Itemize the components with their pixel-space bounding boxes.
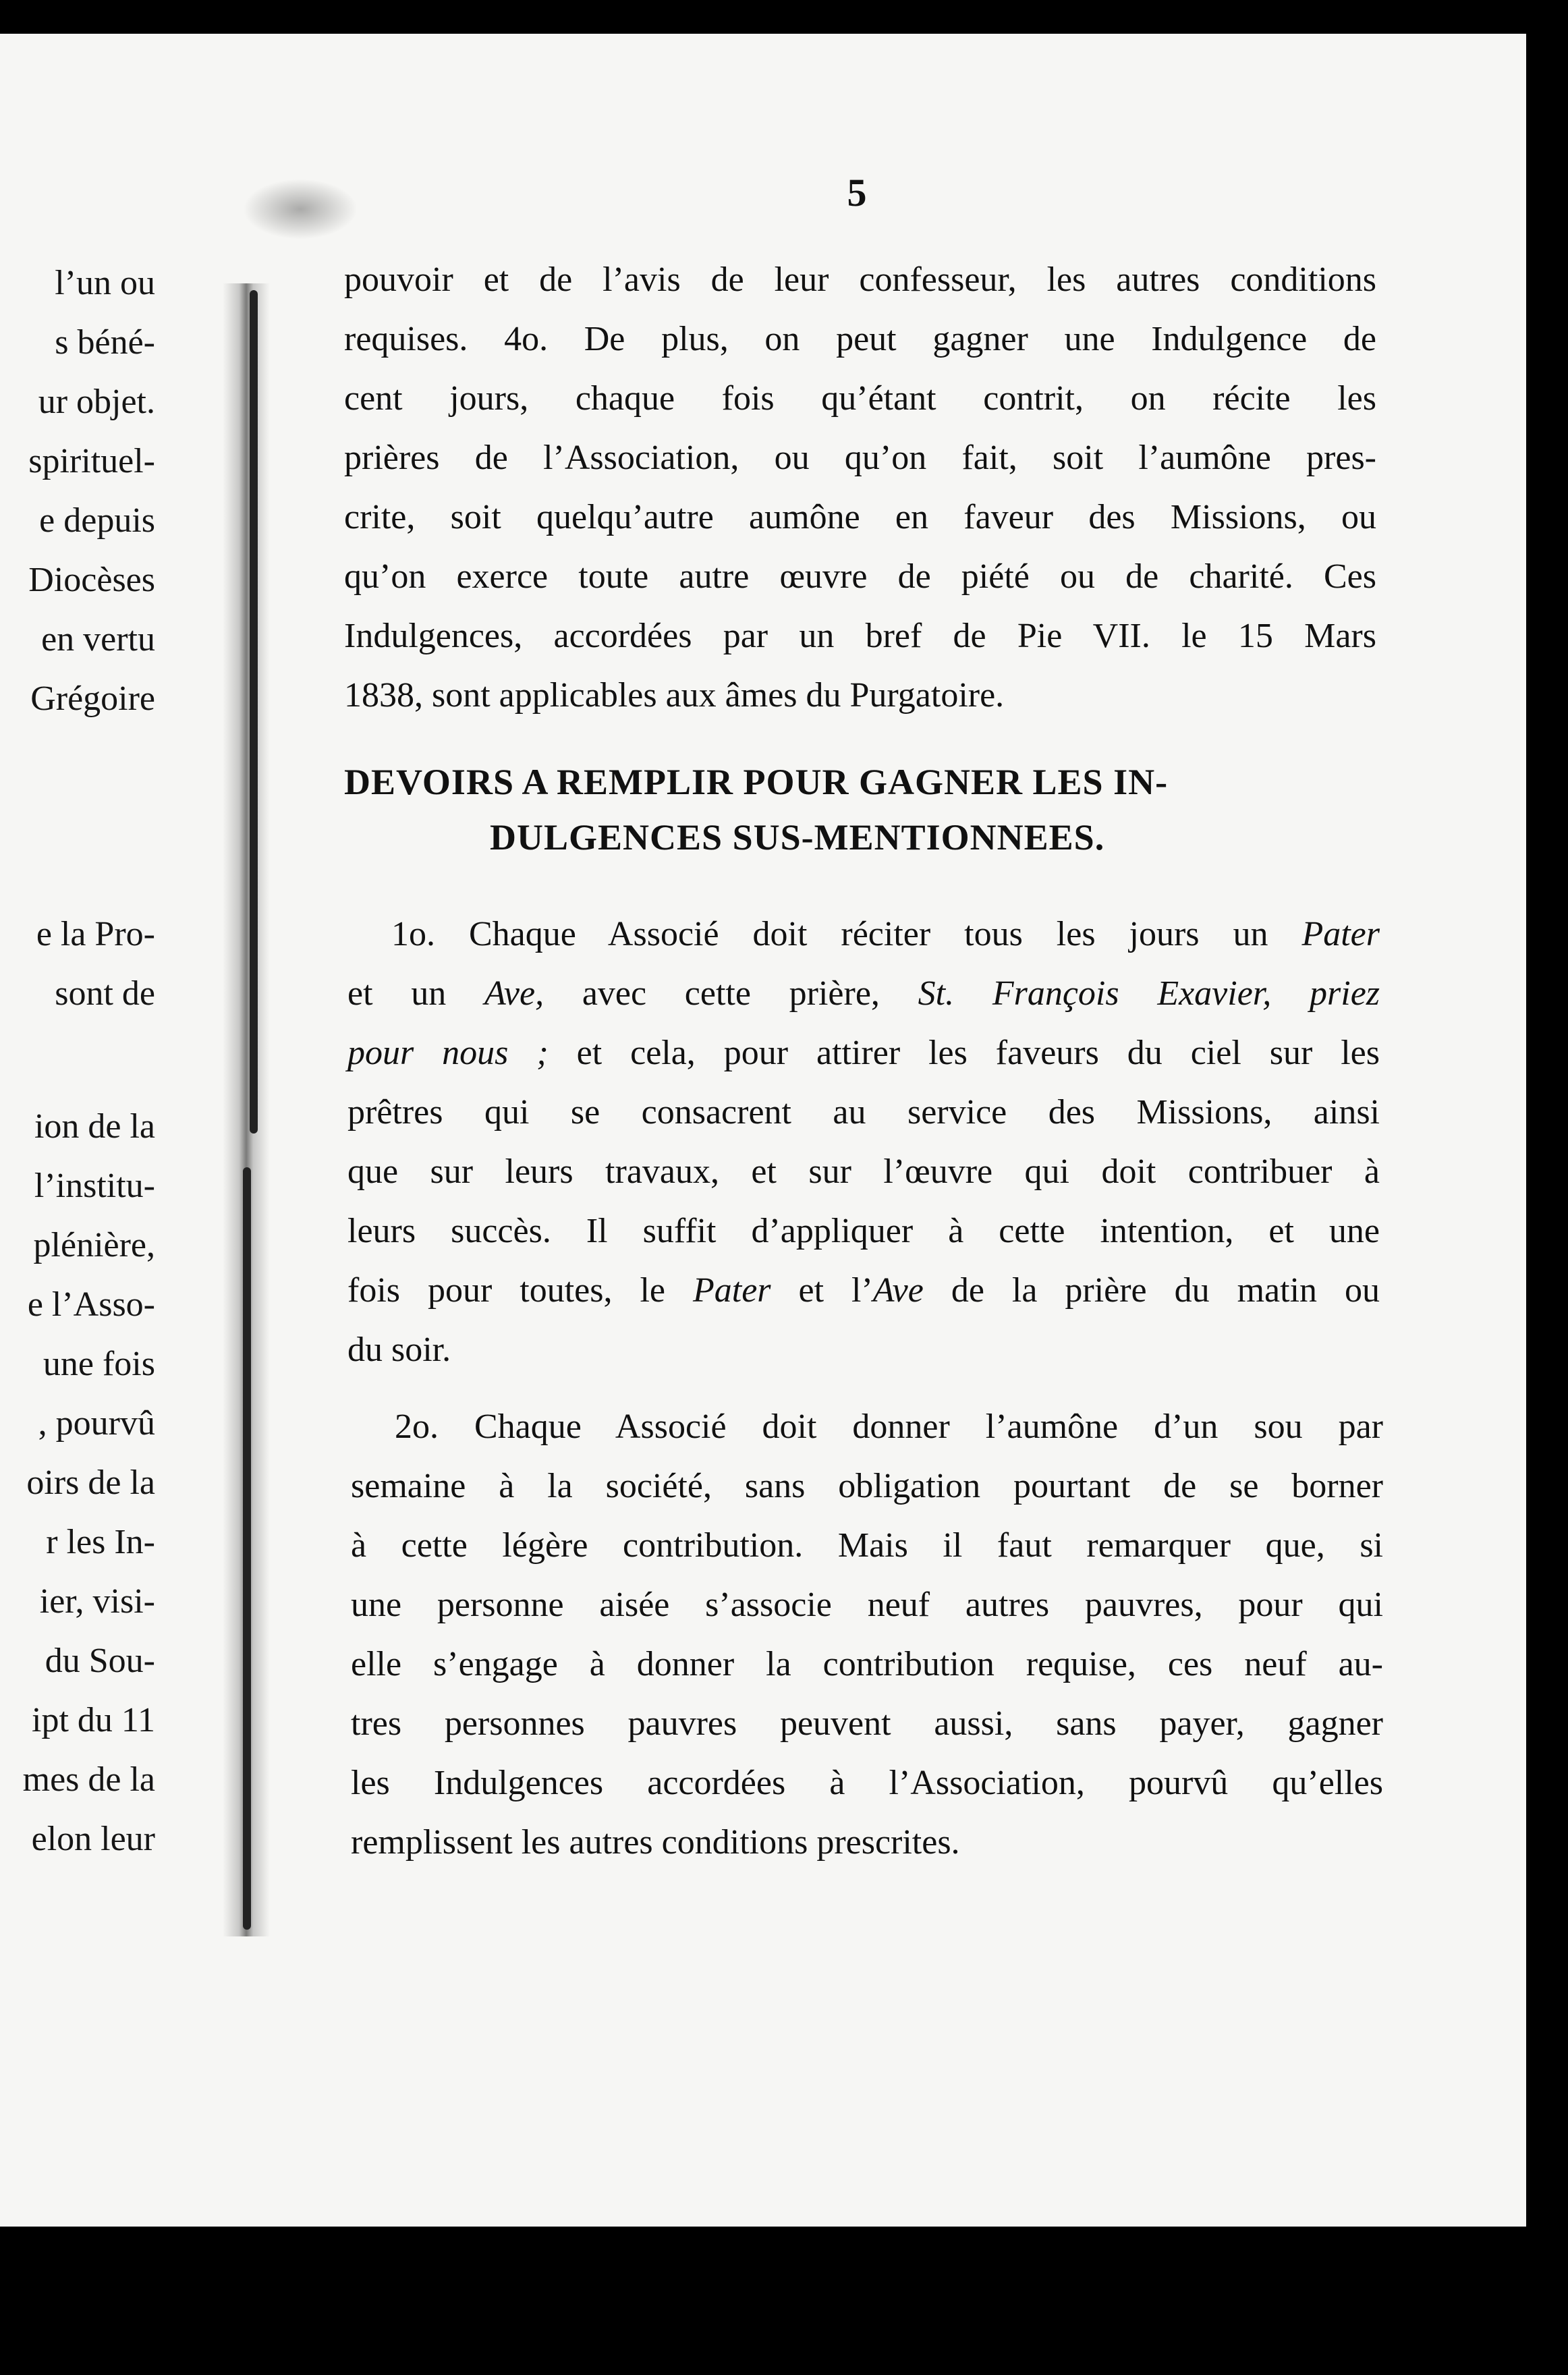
italic-span: Pater [1301,915,1380,953]
fragment-line: ur objet. [38,383,155,421]
binding-thread [250,290,258,1134]
fragment-line: l’institu- [34,1167,155,1205]
text-line [347,1270,1380,1310]
italic-span: Ave [872,1271,924,1310]
text-line: prières de l’Association, ou qu’on fait, soit l’aumône pres- [344,439,1376,477]
fragment-line: oirs de la [26,1463,155,1502]
fragment-line: spirituel- [28,442,155,480]
italic-span: pour nous ; [347,1034,549,1072]
fragment-line: Diocèses [28,561,155,599]
fragment-line: mes de la [22,1760,155,1799]
text-line: elle s’engage à donner la contribution requise, ces neuf au- [351,1645,1383,1683]
fragment-line: ion de la [34,1107,155,1146]
text-line: qu’on exerce toute autre œuvre de piété ou de charité. Ces [344,557,1376,596]
text-line: à cette légère contribution. Mais il faut remarquer que, si [351,1526,1383,1565]
text-line: du soir. [347,1331,451,1369]
text-line: 2o. Chaque Associé doit donner l’aumône d’un sou par [395,1407,1383,1446]
text-span: avec cette prière, [544,974,918,1013]
text-line: une personne aisée s’associe neuf autres pauvres, pour qui [351,1586,1383,1624]
text-span: 1o. Chaque Associé doit réciter tous les jours un [391,915,1302,953]
text-line: tres personnes pauvres peuvent aussi, sans payer, gagner [351,1704,1383,1743]
heading-line: DEVOIRS A REMPLIR POUR GAGNER LES IN- [344,762,1169,802]
text-line: Indulgences, accordées par un bref de Pie VII. le 15 Mars [344,617,1376,655]
left-page-fragment [0,0,155,1957]
text-line: cent jours, chaque fois qu’étant contrit, on récite les [344,379,1376,418]
fragment-line: s béné- [55,323,155,362]
italic-span: Ave, [484,974,544,1013]
italic-span: Pater [692,1271,771,1310]
ink-smudge [243,179,358,240]
fragment-line: e l’Asso- [27,1285,155,1324]
text-span: et l’ [771,1271,873,1310]
fragment-line: r les In- [46,1523,155,1561]
fragment-line: e la Pro- [36,915,155,953]
heading-line: DULGENCES SUS-MENTIONNEES. [490,817,1105,858]
fragment-line: une fois [43,1345,155,1383]
fragment-line: e depuis [39,501,155,540]
text-span: de la prière du matin ou [923,1271,1380,1310]
text-line: 1838, sont applicables aux âmes du Purgatoire. [344,676,1005,715]
text-span: fois pour toutes, le [347,1271,693,1310]
fragment-line: plénière, [33,1226,155,1264]
text-line [347,1033,1380,1073]
fragment-line: l’un ou [55,264,155,302]
fragment-line: en vertu [41,620,155,659]
text-line: semaine à la société, sans obligation pourtant de se borner [351,1467,1383,1505]
fragment-line: du Sou- [45,1642,155,1680]
text-span: et un [347,974,485,1013]
text-span: et cela, pour attirer les faveurs du ciel sur les [548,1034,1380,1072]
fragment-line: ier, visi- [39,1582,155,1621]
fragment-line: , pourvû [38,1404,155,1443]
text-line: remplissent les autres conditions prescrites. [351,1823,960,1862]
text-line: crite, soit quelqu’autre aumône en faveur des Missions, ou [344,498,1376,536]
text-line: requises. 4o. De plus, on peut gagner une Indulgence de [344,320,1376,358]
text-line [391,914,1380,954]
text-line: leurs succès. Il suffit d’appliquer à cette intention, et une [347,1212,1380,1250]
binding-thread [243,1167,251,1930]
text-line: pouvoir et de l’avis de leur confesseur, les autres conditions [344,260,1376,299]
italic-span: St. François Exavier, priez [918,974,1380,1013]
text-line: les Indulgences accordées à l’Association, pourvû qu’elles [351,1764,1383,1802]
fragment-line: elon leur [31,1820,155,1858]
text-line [347,974,1380,1013]
fragment-line: ipt du 11 [32,1701,155,1739]
page-number: 5 [847,171,867,215]
fragment-line: sont de [55,974,155,1013]
text-line: prêtres qui se consacrent au service des Missions, ainsi [347,1093,1380,1131]
fragment-line: Grégoire [30,679,155,718]
text-line: que sur leurs travaux, et sur l’œuvre qui doit contribuer à [347,1152,1380,1191]
